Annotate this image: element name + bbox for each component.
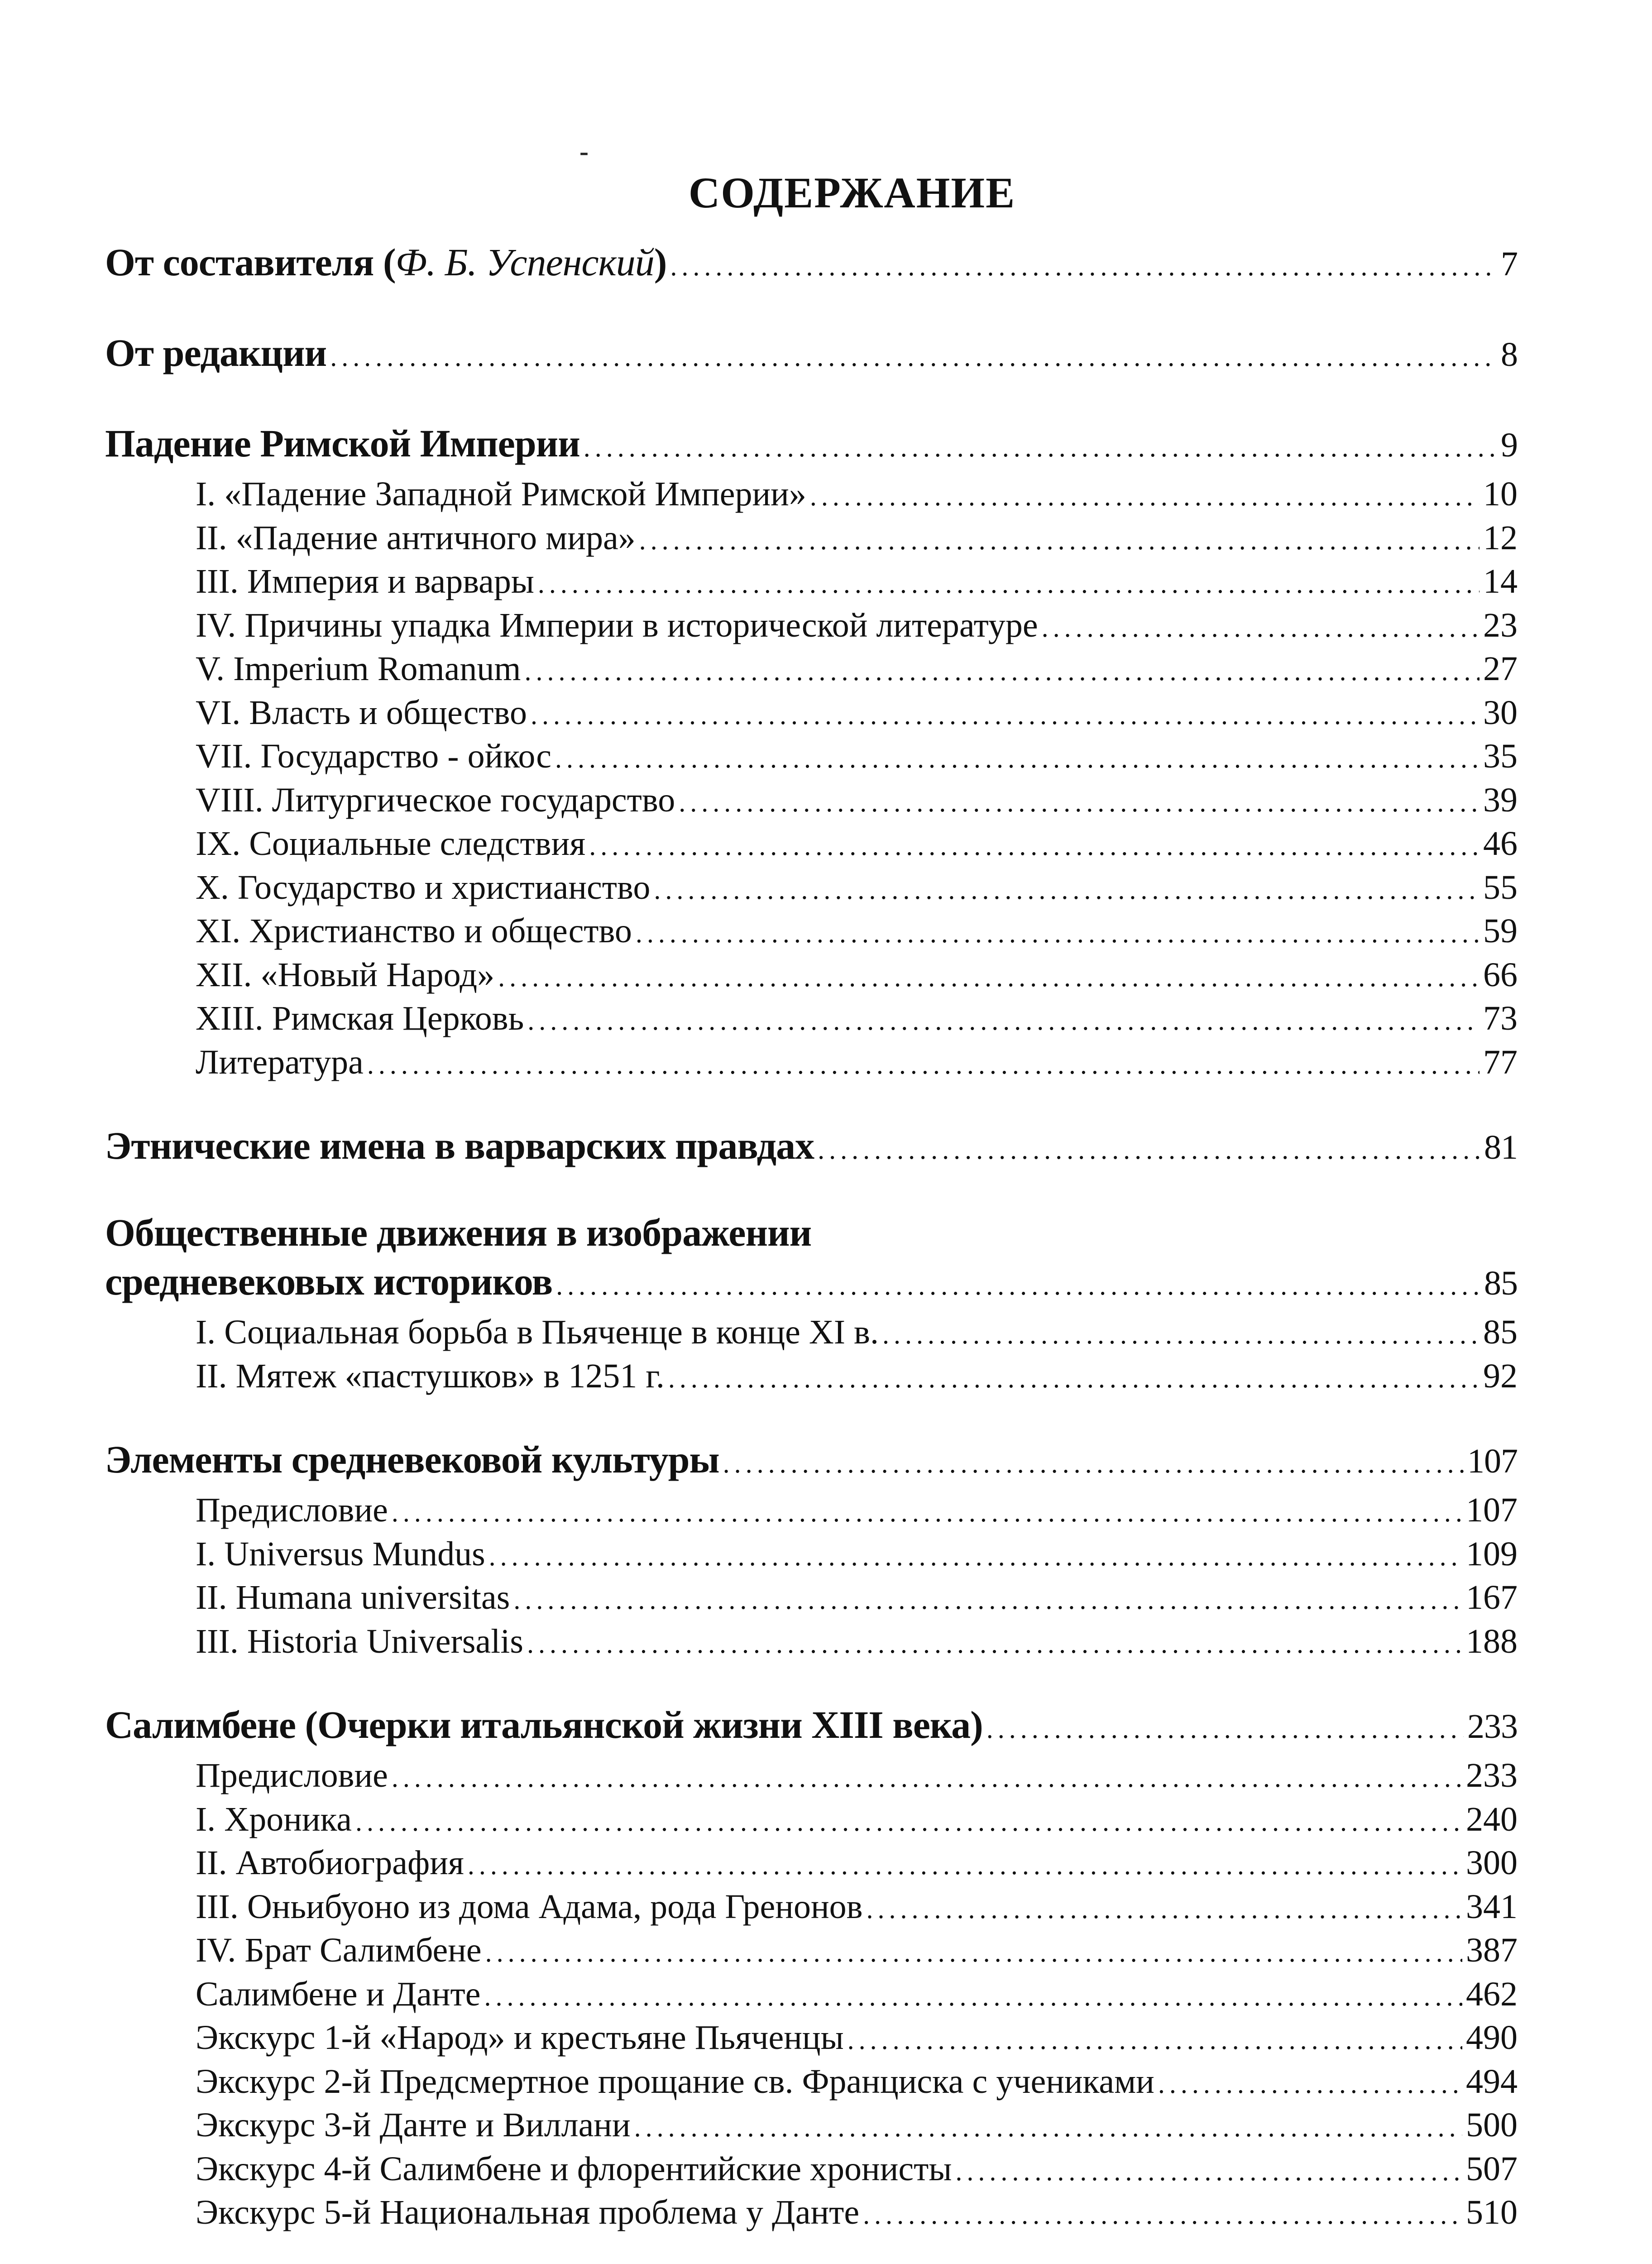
dot-leader bbox=[810, 476, 1480, 518]
toc-entry-label: III. Империя и варвары bbox=[196, 562, 534, 600]
toc-entry-label: Общественные движения в изображении bbox=[105, 1211, 812, 1254]
dot-leader bbox=[863, 2194, 1462, 2236]
page-number: 109 bbox=[1466, 1535, 1518, 1573]
toc-entry-label: Салимбене (Очерки итальянской жизни XIII века) bbox=[105, 1703, 983, 1746]
dot-leader bbox=[367, 1044, 1480, 1086]
toc-entry-label: II. «Падение античного мира» bbox=[196, 518, 636, 557]
page-number: 92 bbox=[1483, 1357, 1518, 1395]
dot-leader bbox=[848, 2019, 1462, 2061]
toc-subentry bbox=[105, 2149, 1518, 2192]
toc-entry-label: I. «Падение Западной Римской Империи» bbox=[196, 475, 806, 513]
toc-entry-compiler bbox=[105, 236, 1518, 293]
dot-leader bbox=[392, 1757, 1462, 1799]
toc-entry-label: XIII. Римская Церковь bbox=[196, 999, 524, 1037]
dot-leader bbox=[355, 1801, 1462, 1843]
toc-entry-label: Экскурс 4-й Салимбене и флорентийские хронисты bbox=[196, 2149, 952, 2188]
page-number: 55 bbox=[1483, 868, 1518, 907]
toc-entry-label: V. Imperium Romanum bbox=[196, 650, 521, 688]
dot-leader bbox=[986, 1703, 1464, 1755]
page-number: 500 bbox=[1466, 2106, 1518, 2144]
toc-subentry bbox=[105, 998, 1518, 1042]
page-number: 10 bbox=[1483, 475, 1518, 513]
dot-leader bbox=[723, 1437, 1464, 1490]
toc-entry-label: VII. Государство - ойкос bbox=[196, 737, 551, 775]
page-number: 300 bbox=[1466, 1844, 1518, 1882]
toc-subentry bbox=[105, 1842, 1518, 1886]
toc-sections bbox=[105, 417, 1518, 2236]
dot-leader bbox=[489, 1536, 1462, 1578]
dot-leader bbox=[524, 651, 1480, 692]
dot-leader bbox=[867, 1889, 1462, 1930]
page-number: 8 bbox=[1501, 336, 1518, 374]
toc-subentry bbox=[105, 2017, 1518, 2061]
toc-subentry bbox=[105, 1534, 1518, 1578]
dot-leader bbox=[555, 738, 1480, 780]
toc-subentry bbox=[105, 1042, 1518, 1086]
dot-leader bbox=[636, 913, 1480, 955]
dot-leader bbox=[527, 1623, 1462, 1665]
toc-entry-label: Предисловие bbox=[196, 1756, 388, 1794]
dot-leader bbox=[670, 240, 1497, 293]
author-name: Ф. Б. Успенский bbox=[395, 240, 654, 284]
toc-entry-label: II. Мятеж «пастушков» в 1251 г. bbox=[196, 1357, 665, 1395]
toc-subentry bbox=[105, 2192, 1518, 2236]
page-number: 85 bbox=[1483, 1313, 1518, 1351]
page-number: 12 bbox=[1483, 518, 1518, 557]
page-number: 7 bbox=[1501, 245, 1518, 283]
toc-section-heading bbox=[105, 1698, 1518, 1755]
page-number: 462 bbox=[1466, 1975, 1518, 2013]
toc-subentry bbox=[105, 561, 1518, 605]
toc-entry-label: Предисловие bbox=[196, 1491, 388, 1529]
page-number: 188 bbox=[1466, 1622, 1518, 1660]
toc-entry-label: средневековых историков bbox=[105, 1260, 553, 1303]
page-number: 167 bbox=[1466, 1578, 1518, 1616]
print-speck: - bbox=[579, 136, 589, 166]
dot-leader bbox=[468, 1845, 1462, 1886]
page-number: 81 bbox=[1484, 1128, 1518, 1166]
toc-row bbox=[105, 236, 1518, 293]
toc-subentry bbox=[105, 518, 1518, 561]
toc-subentry bbox=[105, 955, 1518, 998]
toc-entry-label: VIII. Литургическое государство bbox=[196, 781, 675, 819]
dot-leader bbox=[882, 1314, 1480, 1356]
toc-section-heading bbox=[105, 1255, 1518, 1312]
dot-leader bbox=[531, 695, 1480, 736]
toc-subentry bbox=[105, 911, 1518, 955]
toc-section-heading bbox=[105, 1210, 1518, 1255]
page-title: СОДЕРЖАНИЕ bbox=[688, 168, 1016, 217]
dot-leader bbox=[639, 520, 1480, 561]
toc-subentry bbox=[105, 1930, 1518, 1974]
toc-subentry bbox=[105, 1974, 1518, 2018]
toc-subentry bbox=[105, 1490, 1518, 1534]
dot-leader bbox=[485, 1932, 1462, 1974]
toc-entry-label: I. Социальная борьба в Пьяченце в конце XI в. bbox=[196, 1313, 879, 1351]
page-number: 490 bbox=[1466, 2019, 1518, 2057]
toc-entry-label: Экскурс 1-й «Народ» и крестьяне Пьяченцы bbox=[196, 2019, 844, 2057]
page-number: 107 bbox=[1466, 1491, 1518, 1529]
page-number: 9 bbox=[1501, 426, 1518, 464]
toc-entry-label: От составителя (Ф. Б. Успенский) bbox=[105, 240, 667, 284]
toc-entry-label: Салимбене и Данте bbox=[196, 1975, 481, 2013]
toc-section bbox=[105, 417, 1518, 1085]
toc-subentry bbox=[105, 605, 1518, 649]
toc-subentry bbox=[105, 1577, 1518, 1621]
table-of-contents bbox=[105, 168, 1518, 2264]
page-number: 39 bbox=[1483, 781, 1518, 819]
toc-entry-label: IV. Брат Салимбене bbox=[196, 1931, 482, 1969]
dot-leader bbox=[584, 421, 1497, 474]
page-number: 387 bbox=[1466, 1931, 1518, 1969]
dot-leader bbox=[538, 563, 1480, 605]
toc-entry-label: III. Historia Universalis bbox=[196, 1622, 523, 1660]
page-number: 341 bbox=[1466, 1887, 1518, 1926]
toc-subentry bbox=[105, 780, 1518, 824]
toc-section-heading bbox=[105, 1119, 1518, 1176]
toc-section-heading bbox=[105, 417, 1518, 474]
toc-subentry bbox=[105, 692, 1518, 736]
page-number: 77 bbox=[1483, 1043, 1518, 1081]
toc-subentry bbox=[105, 1886, 1518, 1930]
page-number: 46 bbox=[1483, 825, 1518, 863]
toc-entry-label: Экскурс 3-й Данте и Виллани bbox=[196, 2106, 631, 2144]
toc-subentry bbox=[105, 736, 1518, 780]
page-number: 35 bbox=[1483, 737, 1518, 775]
toc-subentry bbox=[105, 2105, 1518, 2149]
toc-subentry bbox=[105, 2061, 1518, 2105]
toc-entry-label: IV. Причины упадка Империи в исторической литературе bbox=[196, 606, 1038, 644]
toc-entry-label: I. Хроника bbox=[196, 1800, 352, 1838]
dot-leader bbox=[556, 1259, 1480, 1312]
toc-section-heading bbox=[105, 1433, 1518, 1490]
toc-entry-label: XI. Христианство и общество bbox=[196, 912, 632, 950]
dot-leader bbox=[1158, 2063, 1462, 2105]
toc-entry-label: X. Государство и христианство bbox=[196, 868, 651, 907]
dot-leader bbox=[679, 782, 1480, 824]
page-number: 59 bbox=[1483, 912, 1518, 950]
page-number: 73 bbox=[1483, 999, 1518, 1037]
toc-entry-label: III. Оньибуоно из дома Адама, рода Гренонов bbox=[196, 1887, 863, 1926]
toc-entry-label: Экскурс 5-й Национальная проблема у Данте bbox=[196, 2193, 860, 2231]
toc-subentry bbox=[105, 1356, 1518, 1400]
page-number: 494 bbox=[1466, 2062, 1518, 2101]
page-number: 66 bbox=[1483, 955, 1518, 994]
dot-leader bbox=[1042, 607, 1480, 649]
dot-leader bbox=[484, 1976, 1462, 2018]
toc-section bbox=[105, 1119, 1518, 1176]
dot-leader bbox=[513, 1579, 1462, 1621]
toc-section bbox=[105, 1433, 1518, 1664]
toc-subentry bbox=[105, 1312, 1518, 1356]
toc-section bbox=[105, 1698, 1518, 2236]
toc-subentry bbox=[105, 1621, 1518, 1665]
toc-subentry bbox=[105, 474, 1518, 518]
dot-leader bbox=[955, 2151, 1462, 2192]
page-number: 30 bbox=[1483, 693, 1518, 732]
page-number: 23 bbox=[1483, 606, 1518, 644]
dot-leader bbox=[634, 2107, 1462, 2149]
dot-leader bbox=[527, 1000, 1480, 1042]
page-number: 240 bbox=[1466, 1800, 1518, 1838]
dot-leader bbox=[654, 869, 1480, 911]
page-number: 85 bbox=[1484, 1264, 1518, 1302]
toc-subentry bbox=[105, 823, 1518, 867]
page-number: 14 bbox=[1483, 562, 1518, 600]
toc-entry-label: II. Humana universitas bbox=[196, 1578, 510, 1616]
toc-subentry bbox=[105, 648, 1518, 692]
toc-entry-label: VI. Власть и общество bbox=[196, 693, 527, 732]
page-number: 507 bbox=[1466, 2149, 1518, 2188]
page-number: 233 bbox=[1467, 1708, 1518, 1746]
dot-leader bbox=[498, 957, 1480, 998]
dot-leader bbox=[668, 1358, 1480, 1400]
toc-subentry bbox=[105, 1799, 1518, 1843]
toc-row bbox=[105, 326, 1518, 383]
toc-entry-label: II. Автобиография bbox=[196, 1844, 464, 1882]
toc-entry-label: I. Universus Mundus bbox=[196, 1535, 485, 1573]
toc-entry-label: XII. «Новый Народ» bbox=[196, 955, 495, 994]
toc-entry-label: Элементы средневековой культуры bbox=[105, 1438, 719, 1481]
toc-entry-editorial bbox=[105, 326, 1518, 383]
toc-entry-label: Этнические имена в варварских правдах bbox=[105, 1124, 814, 1167]
page-number: 510 bbox=[1466, 2193, 1518, 2231]
toc-entry-label: Литература bbox=[196, 1043, 364, 1081]
dot-leader bbox=[818, 1123, 1480, 1176]
dot-leader bbox=[330, 331, 1497, 383]
toc-entry-label: IX. Социальные следствия bbox=[196, 825, 586, 863]
dot-leader bbox=[589, 825, 1480, 867]
toc-entry-label: Падение Римской Империи bbox=[105, 422, 580, 465]
toc-subentry bbox=[105, 1755, 1518, 1799]
toc-section bbox=[105, 1210, 1518, 1399]
page-number: 233 bbox=[1466, 1756, 1518, 1794]
toc-entry-label: От редакции bbox=[105, 331, 327, 374]
page-number: 107 bbox=[1467, 1442, 1518, 1480]
toc-entry-label: Экскурс 2-й Предсмертное прощание св. Франциска с учениками bbox=[196, 2062, 1154, 2101]
toc-subentry bbox=[105, 867, 1518, 911]
page-number: 27 bbox=[1483, 650, 1518, 688]
dot-leader bbox=[392, 1492, 1462, 1534]
